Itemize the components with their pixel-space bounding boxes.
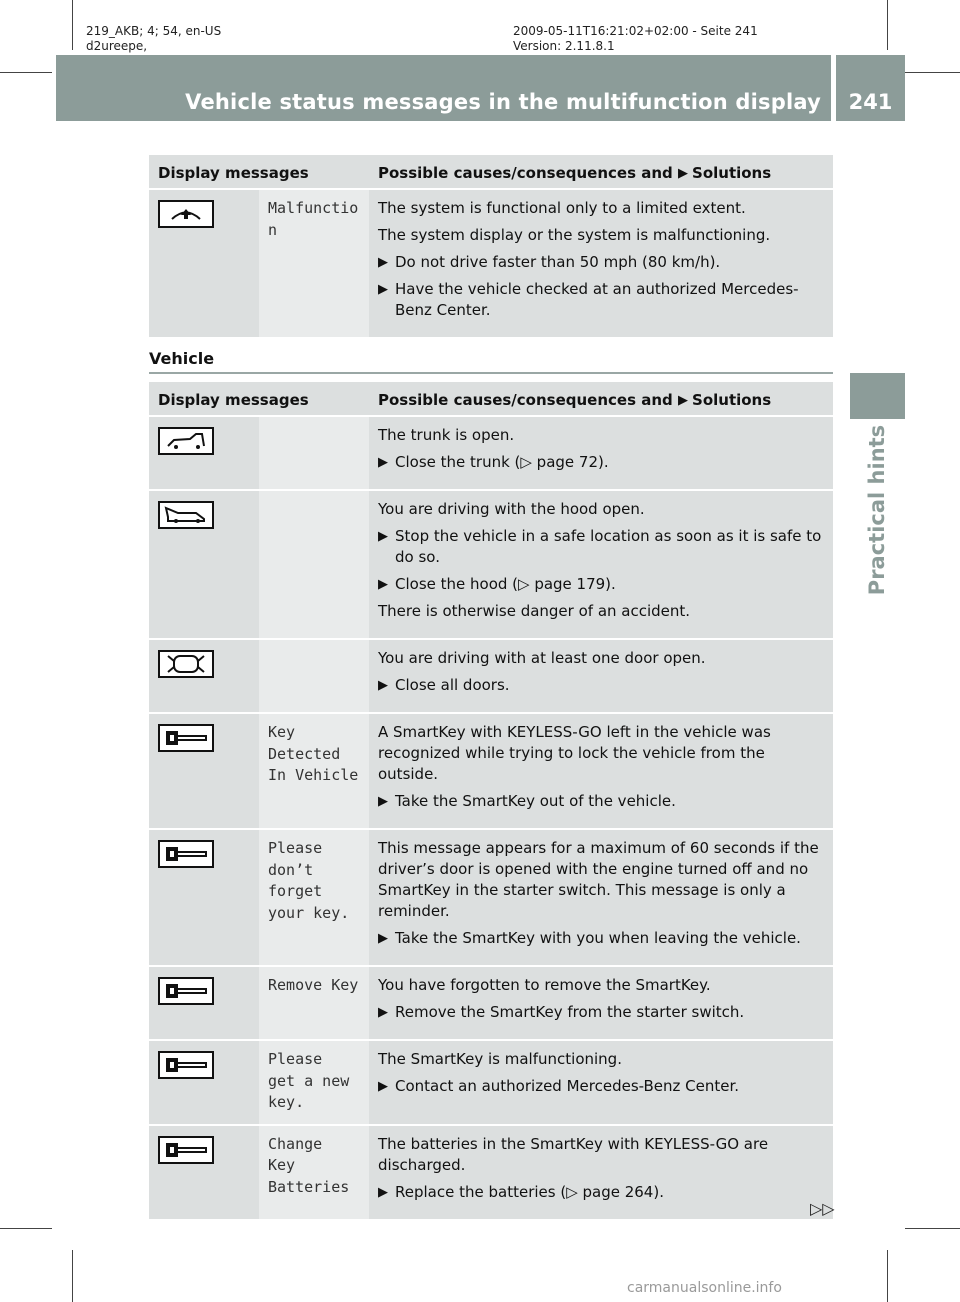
crop-mark xyxy=(0,1228,52,1229)
col-causes-label: Possible causes/consequences and xyxy=(378,391,673,409)
crop-mark xyxy=(72,0,73,50)
cause-text: You are driving with at least one door open. xyxy=(378,649,706,667)
col-causes-header xyxy=(369,382,833,416)
watermark: carmanualsonline.info xyxy=(627,1280,782,1296)
solution-item xyxy=(378,574,827,595)
solution-text: Close all doors. xyxy=(395,676,510,694)
cause-text: This message appears for a maximum of 60 seconds if the driver’s door is opened with the engine turned off and no SmartKey in the starter switch. This message is only a reminder. xyxy=(378,839,819,920)
table-header-row xyxy=(149,382,833,416)
row-icon-cell xyxy=(149,1125,259,1220)
message-table-2 xyxy=(149,382,833,1221)
display-message: Please don’t forget your key. xyxy=(259,829,369,966)
solution-item xyxy=(378,928,827,949)
row-icon-cell xyxy=(149,713,259,829)
solution-item xyxy=(378,1076,827,1097)
arrow-right-icon: ▶ xyxy=(378,1005,388,1020)
col-causes-header xyxy=(369,155,833,189)
col-causes-label: Possible causes/consequences and xyxy=(378,164,673,182)
row-description xyxy=(369,829,833,966)
table-header-row xyxy=(149,155,833,189)
row-icon-cell xyxy=(149,490,259,639)
solution-text: Take the SmartKey with you when leaving the vehicle. xyxy=(395,929,801,947)
arrow-right-icon: ▶ xyxy=(378,255,388,270)
arrow-right-icon: ▶ xyxy=(678,166,689,181)
tire-pressure-icon xyxy=(158,200,214,228)
key-icon xyxy=(158,1051,214,1079)
col-solutions-label: Solutions xyxy=(692,164,772,182)
solution-item xyxy=(378,252,827,273)
next-page-marker: ▷▷ xyxy=(810,1199,835,1218)
solution-text: Close the hood (▷ page 179). xyxy=(395,575,616,593)
print-meta-left-1: 219_AKB; 4; 54, en-US xyxy=(86,24,222,38)
display-message: Key Detected In Vehicle xyxy=(259,713,369,829)
cause-text: You are driving with the hood open. xyxy=(378,500,645,518)
row-description xyxy=(369,1125,833,1220)
warning-text: There is otherwise danger of an accident. xyxy=(378,602,691,620)
row-description xyxy=(369,416,833,490)
crop-mark xyxy=(905,1228,960,1229)
table-row xyxy=(149,1125,833,1220)
crop-mark xyxy=(887,0,888,50)
crop-mark xyxy=(887,1250,888,1302)
print-meta-right-2: Version: 2.11.8.1 xyxy=(513,39,615,53)
arrow-right-icon: ▶ xyxy=(678,393,689,408)
key-icon xyxy=(158,1136,214,1164)
row-description xyxy=(369,490,833,639)
col-display-header: Display messages xyxy=(149,382,369,416)
arrow-right-icon: ▶ xyxy=(378,577,388,592)
arrow-right-icon: ▶ xyxy=(378,931,388,946)
display-message xyxy=(259,639,369,713)
solution-text: Remove the SmartKey from the starter switch. xyxy=(395,1003,745,1021)
arrow-right-icon: ▶ xyxy=(378,678,388,693)
table-row xyxy=(149,639,833,713)
print-meta-left-2: d2ureepe, xyxy=(86,39,148,53)
hood-open-icon xyxy=(158,501,214,529)
crop-mark xyxy=(905,72,960,73)
row-description xyxy=(369,966,833,1040)
cause-text: The system is functional only to a limited extent. xyxy=(378,199,746,217)
solution-text: Replace the batteries (▷ page 264). xyxy=(395,1182,664,1201)
row-icon-cell xyxy=(149,416,259,490)
row-icon-cell xyxy=(149,189,259,338)
arrow-right-icon: ▶ xyxy=(378,1184,388,1200)
trunk-open-icon xyxy=(158,427,214,455)
row-description xyxy=(369,713,833,829)
row-icon-cell xyxy=(149,639,259,713)
solution-item xyxy=(378,526,827,568)
row-icon-cell xyxy=(149,1040,259,1125)
solution-item xyxy=(378,791,827,812)
section-heading: Vehicle xyxy=(149,349,833,374)
table-row xyxy=(149,1040,833,1125)
solution-item xyxy=(378,1182,827,1203)
display-message: Please get a new key. xyxy=(259,1040,369,1125)
solution-item xyxy=(378,452,827,473)
solution-item xyxy=(378,1002,827,1023)
solution-text: Stop the vehicle in a safe location as soon as it is safe to do so. xyxy=(395,527,822,566)
row-description xyxy=(369,1040,833,1125)
page-number: 241 xyxy=(848,90,893,114)
table-row xyxy=(149,713,833,829)
col-solutions-label: Solutions xyxy=(692,391,772,409)
display-message xyxy=(259,416,369,490)
page-title: Vehicle status messages in the multifunction display xyxy=(185,90,821,114)
arrow-right-icon: ▶ xyxy=(378,1079,388,1094)
message-table-1 xyxy=(149,155,833,339)
display-message xyxy=(259,490,369,639)
arrow-right-icon: ▶ xyxy=(378,282,388,297)
print-meta-right-1: 2009-05-11T16:21:02+02:00 - Seite 241 xyxy=(513,24,758,38)
solution-text: Take the SmartKey out of the vehicle. xyxy=(395,792,676,810)
key-icon xyxy=(158,977,214,1005)
key-icon xyxy=(158,840,214,868)
cause-text: You have forgotten to remove the SmartKey. xyxy=(378,976,711,994)
table-row xyxy=(149,416,833,490)
table-row xyxy=(149,829,833,966)
cause-text: The SmartKey is malfunctioning. xyxy=(378,1050,622,1068)
cause-text: The batteries in the SmartKey with KEYLESS-GO are discharged. xyxy=(378,1134,769,1174)
solution-text: Contact an authorized Mercedes-Benz Center. xyxy=(395,1077,740,1095)
row-description xyxy=(369,189,833,338)
solution-item xyxy=(378,675,827,696)
crop-mark xyxy=(0,72,52,73)
arrow-right-icon: ▶ xyxy=(378,529,388,544)
row-icon-cell xyxy=(149,829,259,966)
table-row xyxy=(149,490,833,639)
col-display-header: Display messages xyxy=(149,155,369,189)
side-tab-label: Practical hints xyxy=(865,424,889,596)
solution-text: Close the trunk (▷ page 72). xyxy=(395,453,609,471)
door-open-icon xyxy=(158,650,214,678)
display-message: Malfunctio n xyxy=(259,189,369,338)
solution-text: Do not drive faster than 50 mph (80 km/h). xyxy=(395,253,721,271)
display-message: Remove Key xyxy=(259,966,369,1040)
cause-text: The trunk is open. xyxy=(378,426,515,444)
row-icon-cell xyxy=(149,966,259,1040)
table-row xyxy=(149,966,833,1040)
side-tab-marker xyxy=(850,373,905,419)
solution-text: Have the vehicle checked at an authorized Mercedes-Benz Center. xyxy=(395,280,799,319)
arrow-right-icon: ▶ xyxy=(378,455,388,470)
crop-mark xyxy=(72,1250,73,1302)
table-row xyxy=(149,189,833,338)
display-message: Change Key Batteries xyxy=(259,1125,369,1220)
key-icon xyxy=(158,724,214,752)
row-description xyxy=(369,639,833,713)
cause-text: A SmartKey with KEYLESS-GO left in the vehicle was recognized while trying to lock the vehicle from the outside. xyxy=(378,723,771,783)
solution-item xyxy=(378,279,827,321)
arrow-right-icon: ▶ xyxy=(378,794,388,809)
cause-text: The system display or the system is malfunctioning. xyxy=(378,226,771,244)
